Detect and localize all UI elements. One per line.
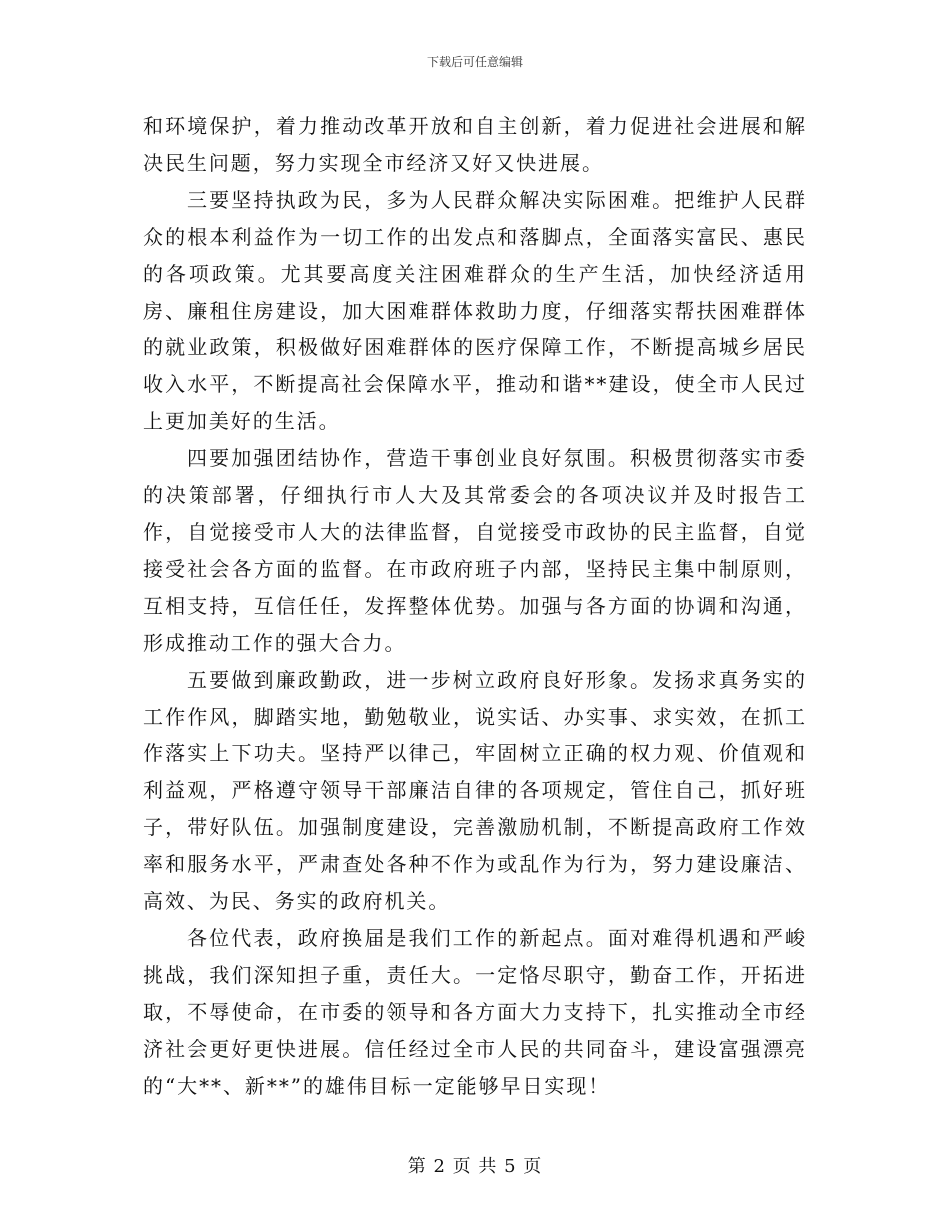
document-body	[143, 108, 807, 1104]
paragraph-5: 各位代表，政府换届是我们工作的新起点。面对难得机遇和严峻挑战，我们深知担子重，责任大。一定恪尽职守，勤奋工作，开拓进取，不辱使命，在市委的领导和各方面大力支持下，扎实推动全市经济社会更好更快进展。信任经过全市人民的共同奋斗，建设富强漂亮的“大**、新**”的雄伟目标一定能够早日实现！	[143, 925, 807, 1098]
paragraph-4: 五要做到廉政勤政，进一步树立政府良好形象。发扬求真务实的工作作风，脚踏实地，勤勉敬业，说实话、办实事、求实效，在抓工作落实上下功夫。坚持严以律己，牢固树立正确的权力观、价值观和利益观，严格遵守领导干部廉洁自律的各项规定，管住自己，抓好班子，带好队伍。加强制度建设，完善激励机制，不断提高政府工作效率和服务水平，严肃查处各种不作为或乱作为行为，努力建设廉洁、高效、为民、务实的政府机关。	[143, 667, 807, 914]
page-header: 下载后可任意编辑	[426, 55, 523, 69]
paragraph-2: 三要坚持执政为民，多为人民群众解决实际困难。把维护人民群众的根本利益作为一切工作的出发点和落脚点，全面落实富民、惠民的各项政策。尤其要高度关注困难群众的生产生活，加快经济适用房、廉租住房建设，加大困难群体救助力度，仔细落实帮扶困难群体的就业政策，积极做好困难群体的医疗保障工作，不断提高城乡居民收入水平，不断提高社会保障水平，推动和谐**建设，使全市人民过上更加美好的生活。	[143, 187, 807, 434]
paragraph-1: 和环境保护，着力推动改革开放和自主创新，着力促进社会进展和解决民生问题，努力实现全市经济又好又快进展。	[143, 114, 807, 175]
page-number-footer: 第 2 页 共 5 页	[407, 1156, 543, 1177]
paragraph-3: 四要加强团结协作，营造干事创业良好氛围。积极贯彻落实市委的决策部署，仔细执行市人大及其常委会的各项决议并及时报告工作，自觉接受市人大的法律监督，自觉接受市政协的民主监督，自觉接受社会各方面的监督。在市政府班子内部，坚持民主集中制原则，互相支持，互信任任，发挥整体优势。加强与各方面的协调和沟通，形成推动工作的强大合力。	[143, 446, 807, 655]
